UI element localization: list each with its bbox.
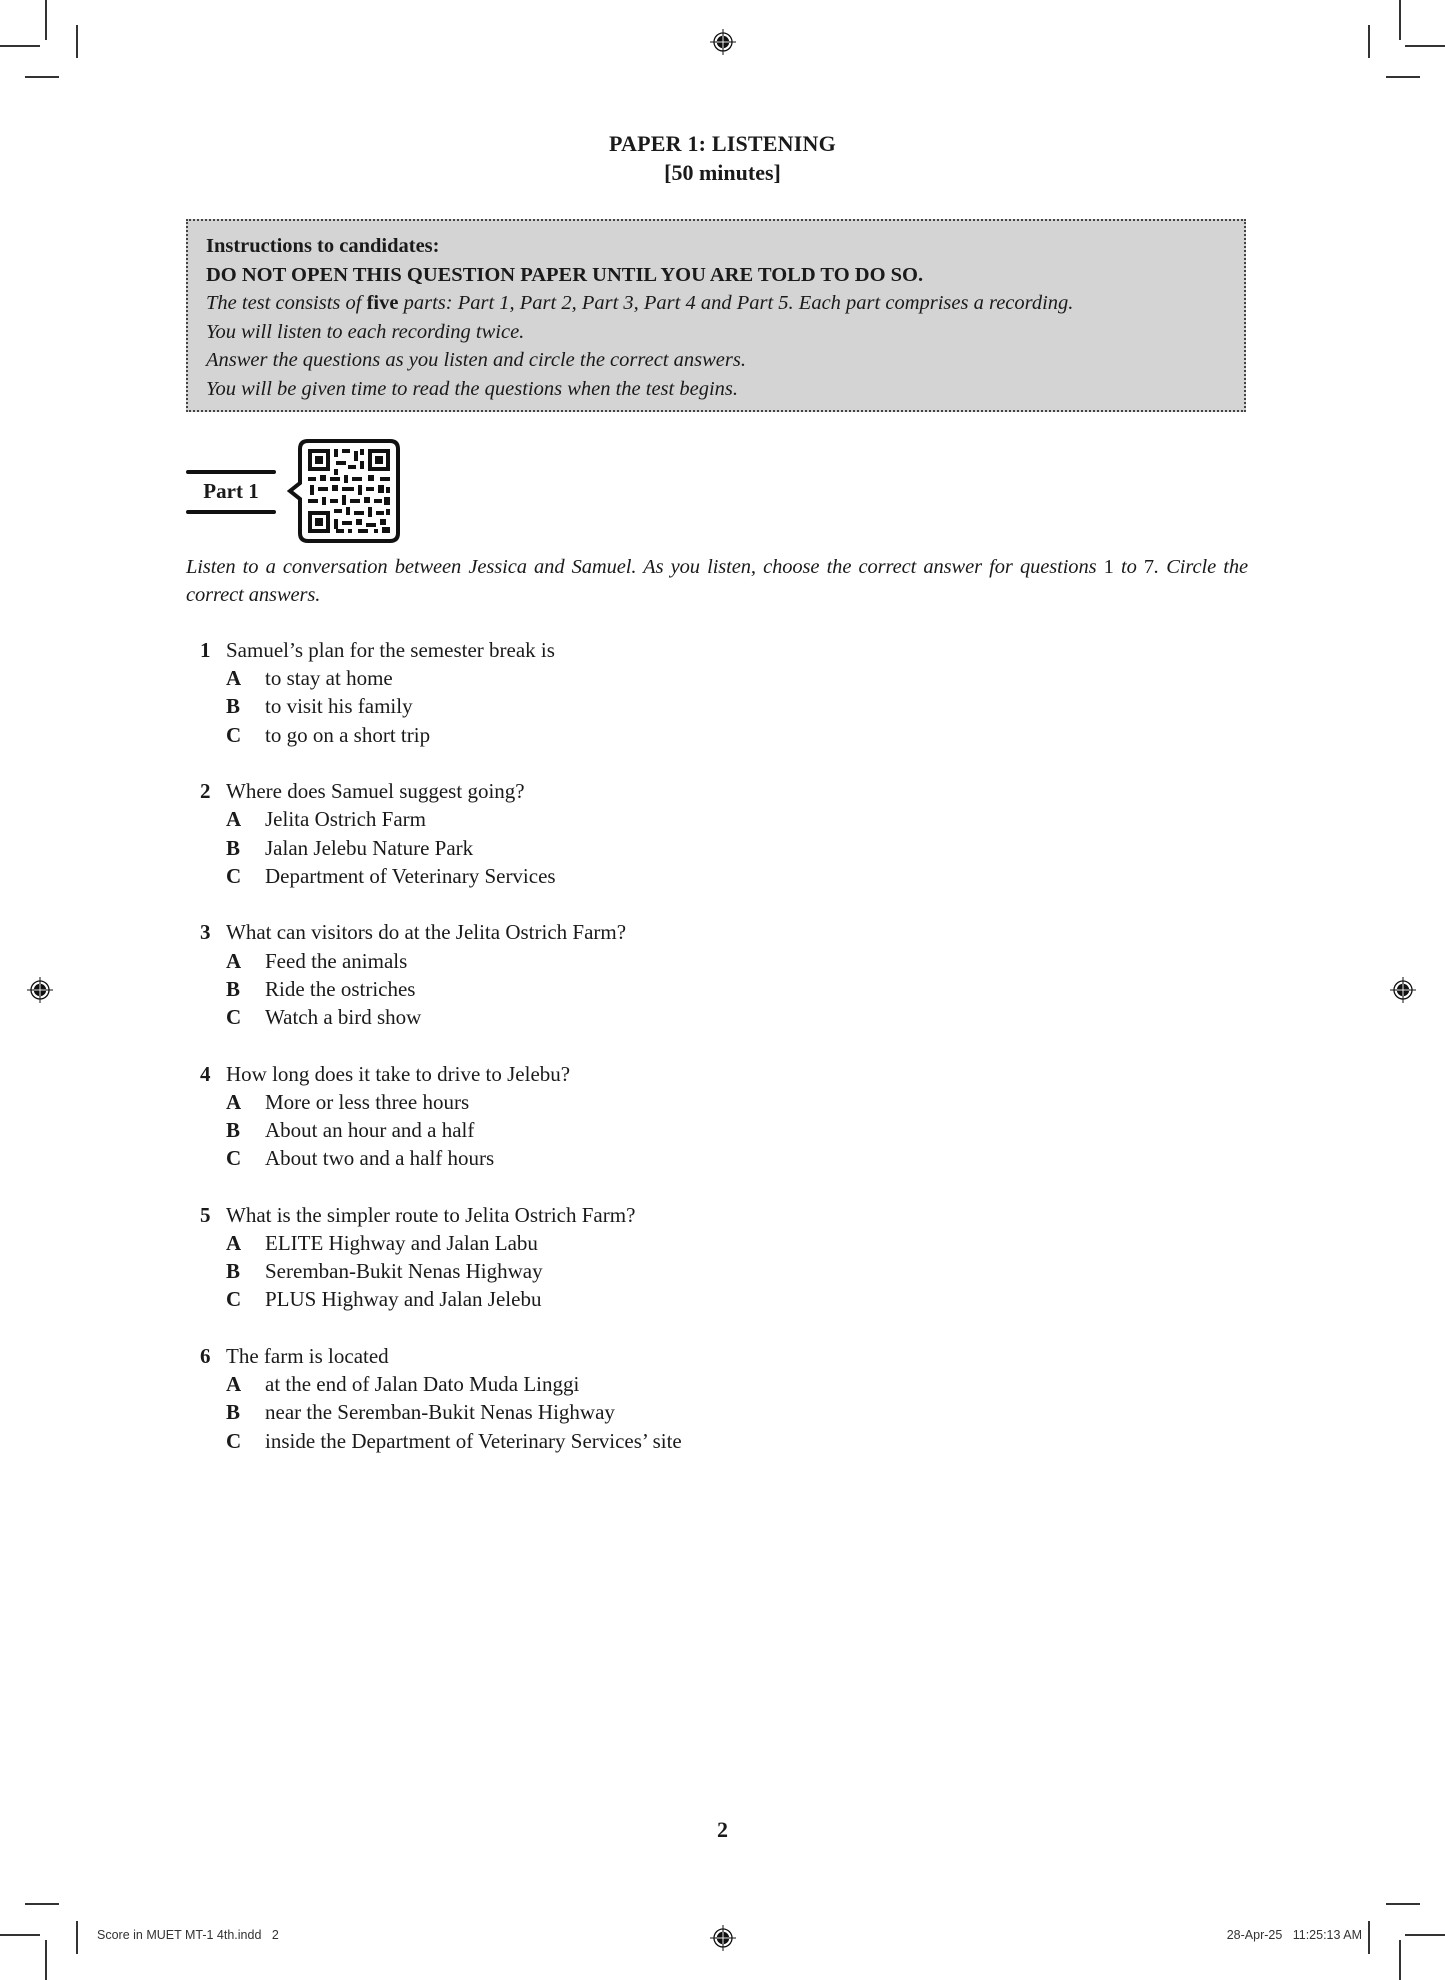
option-a[interactable]: [200, 1229, 682, 1257]
lead-text: to: [1113, 556, 1144, 578]
crop-mark: [1399, 0, 1401, 40]
option-text: Seremban-Bukit Nenas Highway: [265, 1259, 543, 1284]
question-4: [200, 1060, 682, 1173]
part-title: Part 1: [203, 479, 259, 503]
question-list: [200, 636, 682, 1483]
option-letter: C: [226, 722, 242, 747]
option-text: at the end of Jalan Dato Muda Linggi: [265, 1372, 580, 1397]
option-b[interactable]: [200, 975, 682, 1003]
option-letter: C: [226, 1287, 242, 1312]
option-letter: C: [226, 1005, 242, 1030]
page-number: 2: [717, 1817, 728, 1842]
question-number: 6: [200, 1344, 211, 1369]
part-instructions: [186, 553, 1248, 609]
option-c[interactable]: [200, 1003, 682, 1031]
option-letter: B: [226, 1259, 241, 1284]
option-a[interactable]: [200, 805, 682, 833]
question-number: 5: [200, 1202, 211, 1227]
lead-question-start: 1: [1103, 556, 1114, 578]
option-letter: C: [226, 1146, 242, 1171]
lead-text: . Circle the correct answers.: [186, 556, 1248, 606]
registration-mark-icon: [710, 29, 736, 55]
option-text: Department of Veterinary Services: [265, 863, 556, 888]
question-text: Where does Samuel suggest going?: [226, 779, 525, 804]
registration-mark-icon: [710, 1925, 736, 1951]
lead-question-end: 7: [1143, 556, 1155, 578]
question-number: 2: [200, 779, 211, 804]
option-text: PLUS Highway and Jalan Jelebu: [265, 1287, 542, 1312]
option-a[interactable]: [200, 1088, 682, 1116]
lead-text: Listen to a conversation between Jessica and Samuel. As you listen, choose the correct answer for questions: [186, 556, 1104, 578]
option-text: About an hour and a half: [265, 1118, 475, 1143]
part-label: [186, 470, 276, 514]
option-b[interactable]: [200, 834, 682, 862]
option-c[interactable]: [200, 1285, 682, 1313]
option-a[interactable]: [200, 947, 682, 975]
crop-mark: [0, 1934, 40, 1936]
registration-mark-icon: [1390, 977, 1416, 1003]
instructions-heading: Instructions to candidates:: [206, 235, 440, 257]
question-text: Samuel’s plan for the semester break is: [226, 638, 555, 662]
question-1: [200, 636, 682, 749]
question-3: [200, 918, 682, 1031]
option-letter: B: [226, 694, 241, 719]
option-letter: A: [226, 948, 242, 973]
crop-mark: [25, 76, 59, 78]
option-text: Ride the ostriches: [265, 976, 416, 1001]
crop-mark: [1368, 1921, 1370, 1954]
crop-mark: [76, 1921, 78, 1954]
option-c[interactable]: [200, 862, 682, 890]
option-letter: B: [226, 835, 241, 860]
option-text: About two and a half hours: [265, 1146, 495, 1171]
option-text: Watch a bird show: [265, 1005, 422, 1030]
crop-mark: [45, 1940, 47, 1980]
option-text: Jalan Jelebu Nature Park: [265, 835, 474, 860]
option-c[interactable]: [200, 1427, 682, 1455]
question-text: What can visitors do at the Jelita Ostrich Farm?: [226, 920, 627, 945]
crop-mark: [1386, 1903, 1420, 1905]
option-text: Feed the animals: [265, 948, 408, 973]
instructions-text: parts: Part 1, Part 2, Part 3, Part 4 and Part 5. Each part comprises a recording.: [398, 292, 1074, 315]
instructions-line: You will listen to each recording twice.: [206, 320, 525, 343]
option-text: Jelita Ostrich Farm: [265, 807, 426, 832]
instructions-box: [186, 219, 1246, 412]
option-text: to go on a short trip: [265, 722, 431, 747]
instructions-line: Answer the questions as you listen and circle the correct answers.: [206, 349, 746, 372]
crop-mark: [0, 45, 40, 47]
registration-mark-icon: [27, 977, 53, 1003]
question-text: How long does it take to drive to Jelebu?: [226, 1061, 571, 1086]
option-b[interactable]: [200, 692, 682, 720]
question-text: The farm is located: [226, 1344, 389, 1369]
slug-timestamp: 28-Apr-25 11:25:13 AM: [1226, 1928, 1362, 1942]
crop-mark: [1405, 1934, 1445, 1936]
crop-mark: [1386, 76, 1420, 78]
crop-mark: [1405, 45, 1445, 47]
option-text: inside the Department of Veterinary Services’ site: [265, 1428, 682, 1453]
option-letter: B: [226, 1118, 241, 1143]
question-6: [200, 1342, 682, 1455]
question-5: [200, 1201, 682, 1314]
option-b[interactable]: [200, 1398, 682, 1426]
option-letter: B: [226, 1400, 241, 1425]
option-c[interactable]: [200, 721, 682, 749]
question-number: 3: [200, 920, 211, 945]
option-text: ELITE Highway and Jalan Labu: [265, 1231, 538, 1256]
instructions-line: [206, 289, 1226, 318]
option-text: to visit his family: [265, 694, 413, 719]
option-letter: B: [226, 976, 241, 1001]
option-text: near the Seremban-Bukit Nenas Highway: [265, 1400, 615, 1425]
question-2: [200, 777, 682, 890]
option-text: to stay at home: [265, 666, 393, 691]
slug-filename: Score in MUET MT-1 4th.indd 2: [97, 1928, 279, 1942]
crop-mark: [1368, 25, 1370, 58]
divider: [186, 510, 276, 514]
question-number: 4: [200, 1061, 211, 1086]
option-letter: A: [226, 1089, 242, 1114]
question-number: 1: [200, 638, 211, 662]
paper-duration: [50 minutes]: [664, 160, 781, 185]
instructions-emphasis: five: [366, 292, 399, 315]
option-a[interactable]: [200, 664, 682, 692]
option-letter: A: [226, 807, 242, 832]
option-a[interactable]: [200, 1370, 682, 1398]
crop-mark: [1399, 1940, 1401, 1980]
instructions-warning: DO NOT OPEN THIS QUESTION PAPER UNTIL YOU ARE TOLD TO DO SO.: [206, 263, 924, 286]
qr-code-icon[interactable]: [286, 437, 402, 545]
option-letter: A: [226, 666, 242, 691]
option-b[interactable]: [200, 1257, 682, 1285]
option-letter: C: [226, 1428, 242, 1453]
option-b[interactable]: [200, 1116, 682, 1144]
instructions-line: You will be given time to read the questions when the test begins.: [206, 377, 738, 400]
option-letter: C: [226, 863, 242, 888]
crop-mark: [76, 25, 78, 58]
option-letter: A: [226, 1372, 242, 1397]
paper-title: PAPER 1: LISTENING: [609, 131, 836, 156]
crop-mark: [45, 0, 47, 40]
option-letter: A: [226, 1231, 242, 1256]
crop-mark: [25, 1903, 59, 1905]
question-text: What is the simpler route to Jelita Ostrich Farm?: [226, 1202, 636, 1227]
option-text: More or less three hours: [265, 1089, 470, 1114]
option-c[interactable]: [200, 1144, 682, 1172]
instructions-text: The test consists of: [206, 292, 367, 315]
